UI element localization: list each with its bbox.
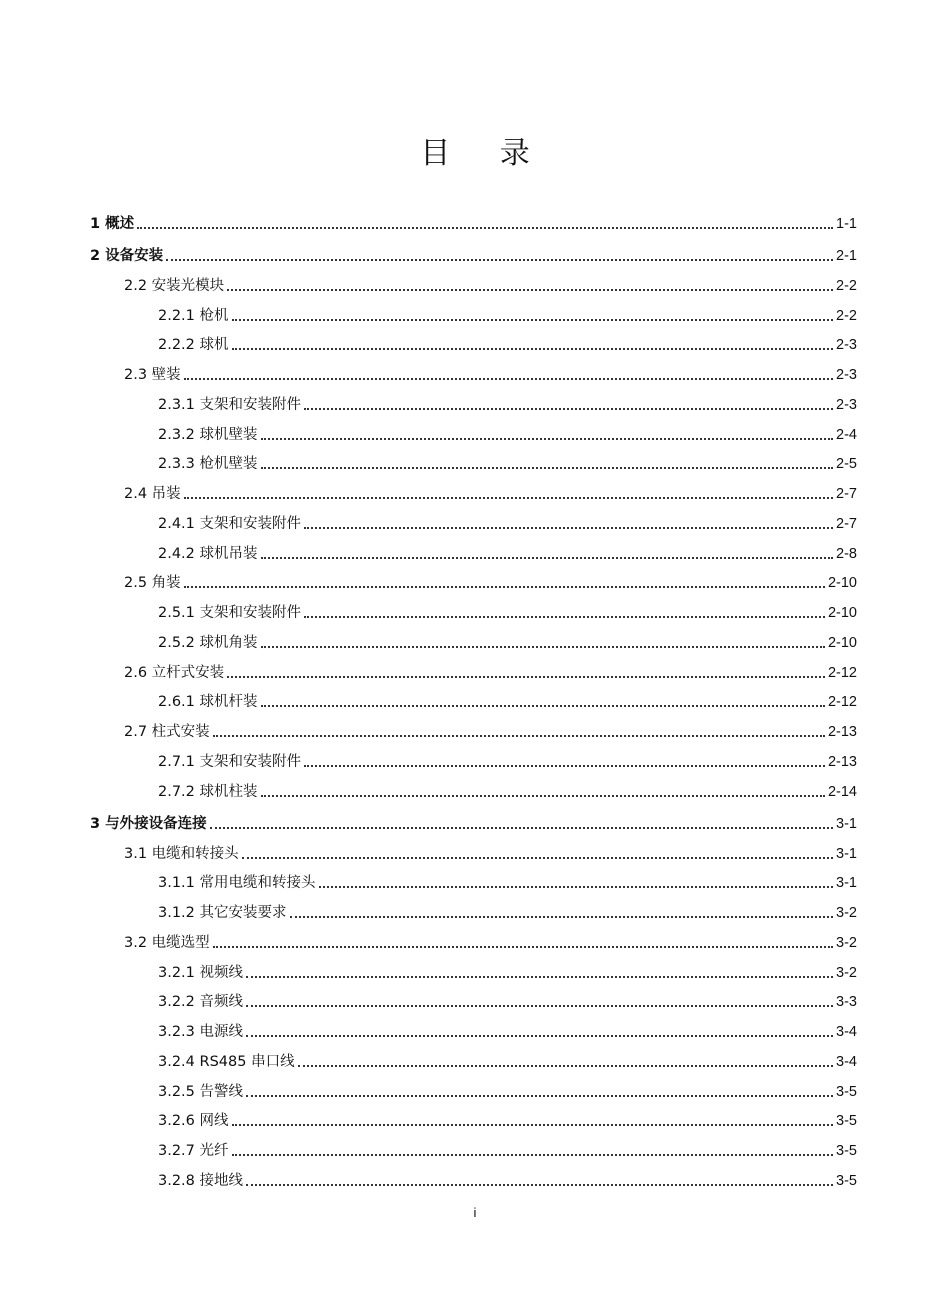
toc-entry[interactable] [90,1011,857,1041]
toc-entry-label: 3.2.7 光纤 [158,1143,229,1159]
toc-entry-page: 3-4 [836,1053,857,1070]
toc-entry-label: 2.2.1 枪机 [158,307,229,324]
toc-entry-label: 3.2.1 视频线 [158,964,244,981]
page-title: 目 录 [420,136,550,171]
toc-entry[interactable] [90,1101,857,1131]
toc-entry[interactable] [90,325,857,355]
dot-leader [232,1124,834,1126]
dot-leader [298,1065,833,1067]
toc-entry-page: 1-1 [836,215,857,232]
dot-leader [232,1154,834,1156]
toc-entry-label: 2.3.3 枪机壁装 [158,456,258,473]
toc-entry-label: 2.5 角装 [124,575,181,592]
toc-entry-page: 3-1 [836,845,857,862]
toc-entry[interactable] [90,1160,857,1190]
toc-entry-label: 2.4 吊装 [124,486,181,502]
toc-entry[interactable] [90,863,857,893]
toc-entry[interactable] [90,741,857,771]
page-number: i [473,1205,477,1220]
toc-entry-page: 3-2 [836,964,857,981]
toc-entry-page: 2-3 [836,367,857,383]
toc-entry-label: 2.4.1 支架和安装附件 [158,515,302,532]
toc-entry[interactable] [90,503,857,533]
toc-entry-page: 2-10 [827,634,857,651]
toc-entry-page: 3-3 [836,994,857,1011]
toc-entry[interactable] [90,892,857,922]
dot-leader [246,1005,833,1007]
toc-entry-label: 3.2.6 网线 [158,1113,229,1130]
toc-entry-label: 2.6 立杆式安装 [124,664,225,681]
toc-entry-page: 2-14 [827,783,857,800]
toc-entry-page: 2-3 [836,396,857,413]
toc-entry-page: 3-5 [836,1113,857,1130]
toc-entry-label: 3.2.2 音频线 [158,994,244,1011]
toc-entry-page: 2-1 [836,248,857,264]
dot-leader [304,408,833,410]
dot-leader [184,586,825,588]
toc-entry[interactable] [90,803,857,833]
toc-entry[interactable] [90,711,857,741]
toc-entry[interactable] [90,384,857,414]
dot-leader [137,227,833,229]
toc-entry-label: 2.3.1 支架和安装附件 [158,396,302,413]
toc-entry-page: 3-5 [836,1172,857,1189]
toc-entry-label: 3 与外接设备连接 [90,815,207,832]
toc-entry-label: 2.6.1 球机杆装 [158,694,258,711]
toc-entry[interactable] [90,1071,857,1101]
toc-entry[interactable] [90,473,857,503]
dot-leader [184,378,833,380]
toc-entry-page: 2-3 [836,337,857,354]
dot-leader [246,1095,833,1097]
toc-entry-label: 2.2.2 球机 [158,337,229,354]
toc-entry-page: 2-5 [836,456,857,473]
toc-entry[interactable] [90,533,857,563]
dot-leader [261,557,834,559]
toc-entry[interactable] [90,444,857,474]
toc-entry-page: 2-2 [836,307,857,324]
toc-entry-page: 2-2 [836,277,857,294]
toc-entry-page: 3-2 [836,934,857,951]
toc-entry-page: 2-10 [827,575,857,592]
dot-leader [261,795,825,797]
toc-entry-page: 2-7 [836,486,857,502]
toc-entry-page: 3-2 [836,905,857,921]
toc-entry-label: 2.4.2 球机吊装 [158,545,258,562]
dot-leader [166,259,833,261]
toc-entry-page: 2-13 [827,724,857,740]
toc-entry-page: 2-7 [836,515,857,532]
toc-entry[interactable] [90,235,857,265]
toc-entry-page: 3-1 [836,875,857,892]
toc-entry-label: 3.1 电缆和转接头 [124,845,239,862]
toc-entry-page: 2-12 [827,664,857,681]
dot-leader [319,886,834,888]
toc-entry-label: 2.3.2 球机壁装 [158,426,258,443]
toc-entry[interactable] [90,952,857,982]
toc-entry-label: 3.1.1 常用电缆和转接头 [158,875,316,892]
toc-entry-label: 2.7.2 球机柱装 [158,783,258,800]
toc-entry-label: 3.2.5 告警线 [158,1083,244,1100]
dot-leader [261,467,834,469]
dot-leader [290,916,834,918]
dot-leader [232,348,834,350]
toc-entry[interactable] [90,592,857,622]
toc-entry[interactable] [90,354,857,384]
toc-entry-label: 2 设备安装 [90,248,164,264]
toc-entry-label: 2.7 柱式安装 [124,724,210,740]
table-of-contents [90,203,857,1190]
dot-leader [246,1184,833,1186]
dot-leader [213,946,833,948]
toc-entry[interactable] [90,265,857,295]
dot-leader [242,857,833,859]
toc-entry-label: 3.2 电缆选型 [124,934,210,951]
dot-leader [184,497,833,499]
toc-entry-label: 2.5.1 支架和安装附件 [158,605,302,621]
toc-entry-page: 2-13 [827,753,857,770]
dot-leader [227,289,833,291]
toc-entry[interactable] [90,922,857,952]
dot-leader [246,1035,833,1037]
toc-entry[interactable] [90,203,857,233]
toc-entry[interactable] [90,771,857,801]
toc-entry-label: 2.7.1 支架和安装附件 [158,753,302,770]
toc-entry[interactable] [90,414,857,444]
toc-entry[interactable] [90,622,857,652]
toc-entry-page: 3-1 [836,815,857,832]
toc-entry[interactable] [90,1041,857,1071]
toc-entry-label: 3.2.8 接地线 [158,1172,244,1189]
dot-leader [261,646,825,648]
toc-entry-page: 2-12 [827,694,857,711]
toc-entry[interactable] [90,982,857,1012]
toc-entry-label: 3.2.4 RS485 串口线 [158,1053,295,1070]
toc-entry-label: 3.2.3 电源线 [158,1024,244,1040]
dot-leader [232,319,834,321]
dot-leader [304,616,825,618]
toc-entry[interactable] [90,652,857,682]
dot-leader [304,527,833,529]
toc-entry-page: 2-4 [836,426,857,443]
dot-leader [246,976,833,978]
toc-entry-page: 2-8 [836,545,857,562]
dot-leader [213,735,825,737]
dot-leader [227,676,825,678]
toc-entry[interactable] [90,833,857,863]
toc-entry[interactable] [90,295,857,325]
toc-entry-page: 3-4 [836,1024,857,1040]
toc-entry-label: 2.5.2 球机角装 [158,634,258,651]
toc-entry-page: 2-10 [827,605,857,621]
toc-entry-label: 3.1.2 其它安装要求 [158,905,287,921]
toc-entry-page: 3-5 [836,1083,857,1100]
toc-entry-page: 3-5 [836,1143,857,1159]
dot-leader [304,765,825,767]
toc-entry-label: 2.2 安装光模块 [124,277,225,294]
toc-entry[interactable] [90,1130,857,1160]
dot-leader [261,705,825,707]
toc-entry-label: 2.3 壁装 [124,367,181,383]
toc-entry-label: 1 概述 [90,215,135,232]
toc-entry[interactable] [90,563,857,593]
dot-leader [261,438,834,440]
dot-leader [210,827,833,829]
toc-entry[interactable] [90,682,857,712]
